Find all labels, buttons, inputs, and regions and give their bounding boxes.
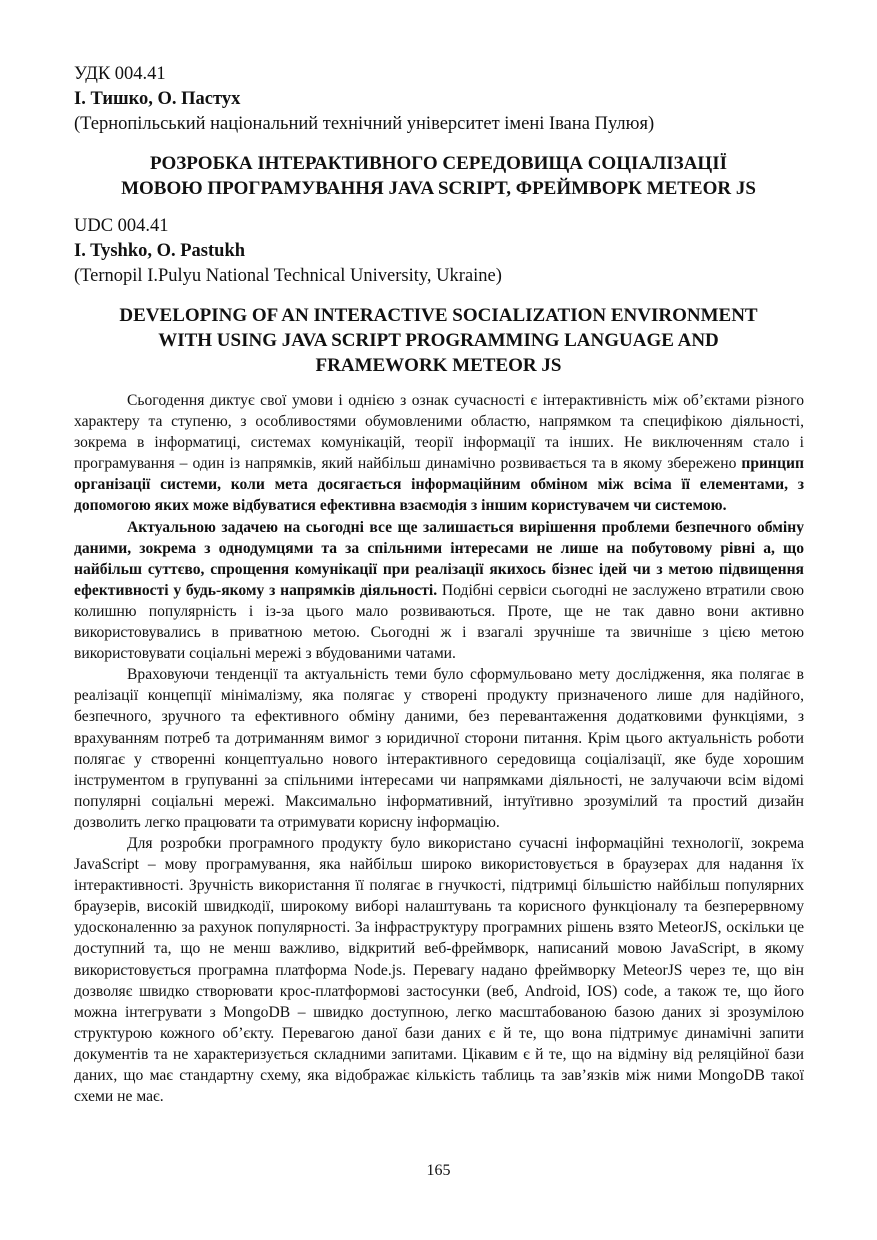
udc-uk: УДК 004.41: [74, 64, 166, 84]
authors-uk: І. Тишко, О. Пастух: [74, 89, 241, 109]
title-uk-line: РОЗРОБКА ІНТЕРАКТИВНОГО СЕРЕДОВИЩА СОЦІАЛІЗАЦІЇ: [150, 153, 727, 174]
udc-en: UDC 004.41: [74, 216, 169, 236]
paragraph-3: Враховуючи тенденції та актуальність теми було сформульовано мету дослідження, яка полягає в реалізації концепції мінімалізму, яка полягає у створені продукту призначеного лише для надійного, безпечного, зручного та ефективного обміну даними, без перевантаження додатковими функціями, з врахуванням потреб та дотриманням вимог з юридичної сторони питання. Крім цього актуальність роботи полягає у створенні концептуально нового інтерактивного середовища соціалізації, яке буде хорошим інструментом в групуванні за спільними інтересами чи напрямками діяльності, не залучаючи всім відомі популярні соціальні мережі. Максимально інформативний, інтуїтивно зрозумілий та простий дизайн дозволить легко працювати та отримувати корисну інформацію.: [74, 666, 804, 831]
page-number: 165: [426, 1162, 451, 1179]
title-en-line: DEVELOPING OF AN INTERACTIVE SOCIALIZATION ENVIRONMENT: [119, 305, 758, 326]
authors-en: I. Tyshko, O. Pastukh: [74, 241, 246, 261]
paragraph-4: Для розробки програмного продукту було використано сучасні інформаційні технології, зокрема JavaScript – мову програмування, яка найбільш широко використовується в браузерах для надання їх інтерактивності. Зручність використання її полягає в гнучкості, підтримці більшістю найбільш популярних браузерів, високій швидкодії, широкому виборі налаштувань та корисного функціоналу та безперервному удосконаленню за рахунок популярності. За інфраструктуру програмних рішень взято MeteorJS, оскільки це доступний та, що не менш важливо, відкритий веб-фреймворк, написаний мовою JavaScript, в якому використовується програмна платформа Node.js. Перевагу надано фреймворку MeteorJS через те, що він дозволяє швидко створювати крос-платформові застосунки (веб, Android, IOS) code, а також те, що його можна інтегрувати з MongoDB – швидко доступною, легко масштабованою базою даних зі зрозумілою структурою кожного об’єкту. Перевагою даної бази даних є й те, що вона підтримує динамічні запити документів та не характеризується складними запитами. Цікавим є й те, що на відміну від реляційної бази даних, що має стандартну схему, яка відображає кількість таблиць та зав’язків між ними MongoDB такої схеми не має.: [74, 834, 804, 1106]
affiliation-uk: (Тернопільський національний технічний університет імені Івана Пулюя): [74, 114, 655, 134]
title-en-line: WITH USING JAVA SCRIPT PROGRAMMING LANGUAGE AND: [158, 330, 719, 351]
paragraph-1-text: Сьогодення диктує свої умови і однією з ознак сучасності є інтерактивність між об’єктами різного характеру та ступеню, з особливостями обумовленими областю, напрямком та специфікою діяльності, зокрема в інформатиці, системах комунікацій, теорії інформації та інших. Не виключенням стало і програмування – один із напрямків, який найбільш динамічно розвивається та в якому збережено: [74, 392, 804, 473]
paragraph-1-bold: принцип організації системи, коли мета досягається інформаційним обміном між всіма її елементами, з допомогою яких може відбуватися ефективна взаємодія з іншим користувачем чи системою.: [74, 455, 804, 515]
affiliation-en: (Ternopil I.Pulyu National Technical University, Ukraine): [74, 266, 502, 286]
paragraph-1: [74, 390, 804, 517]
title-uk: [60, 151, 817, 201]
paragraph-2-bold: Актуальною задачею на сьогодні все ще залишається вирішення проблеми безпечного обміну даними, зокрема з однодумцями та за спільними інтересами не лише на побутовому рівні а, що найбільш суттєво, спрощення комунікації при реалізації якихось бізнес ідей чи з метою підвищення ефективності у будь-якому з напрямків діяльності.: [74, 518, 804, 599]
title-en: [60, 303, 817, 378]
title-uk-line: МОВОЮ ПРОГРАМУВАННЯ JAVA SCRIPT, ФРЕЙМВОРК METEOR JS: [121, 178, 756, 199]
paragraph-2: [74, 517, 804, 665]
article-body: [74, 390, 804, 1107]
paragraph-2-text: Подібні сервіси сьогодні не заслужено втратили свою колишню популярність і із-за цього мало розвиваються. Проте, ще не так давно вони активно використовувались в приватною метою. Сьогодні ж і взагалі зручніше та звичніше з цією метою використовувати соціальні мережі з вбудованими чатами.: [74, 581, 804, 663]
title-en-line: FRAMEWORK METEOR JS: [315, 355, 562, 376]
